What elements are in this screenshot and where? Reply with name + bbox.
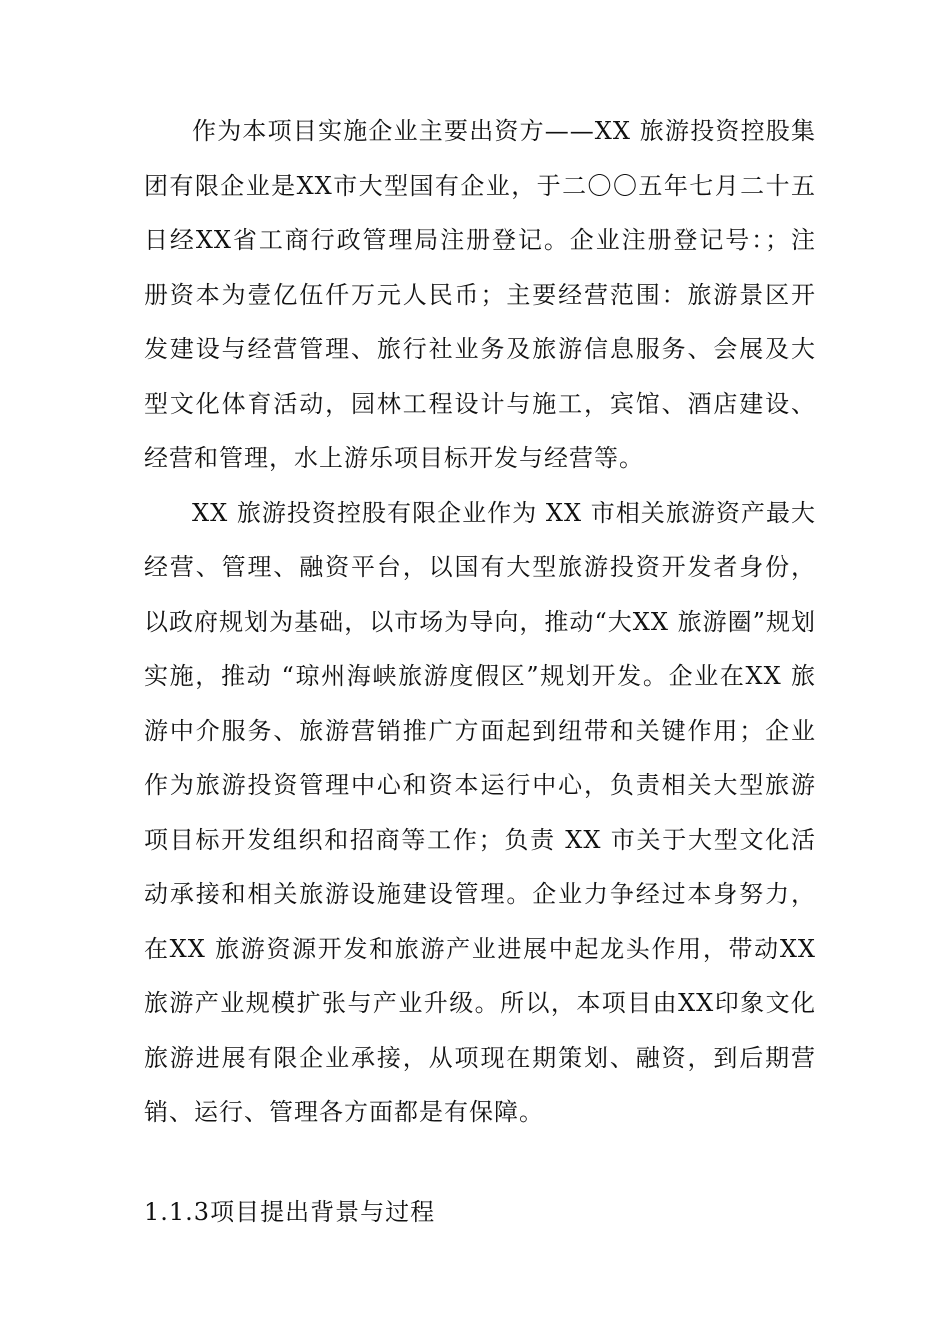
paragraph-company-role: XX 旅游投资控股有限企业作为 XX 市相关旅游资产最大经营、管理、融资平台，以国有大型旅游投资开发者身份，以政府规划为基础，以市场为导向，推动“大XX 旅游圈”规划实施，推动 “琼州海峡旅游度假区”规划开发。企业在XX 旅游中介服务、旅游营销推广方面起到纽带和关键作用；企业作为旅游投资管理中心和资本运行中心，负责相关大型旅游项目标开发组织和招商等工作；负责 XX 市关于大型文化活动承接和相关旅游设施建设管理。企业力争经过本身努力，在XX 旅游资源开发和旅游产业进展中起龙头作用，带动XX旅游产业规模扩张与产业升级。所以，本项目由XX印象文化旅游进展有限企业承接，从项现在期策划、融资，到后期营销、运行、管理各方面都是有保障。: [144, 498, 816, 1126]
section-heading: 1.1.3项目提出背景与过程: [144, 1197, 436, 1226]
paragraph-investor-profile: 作为本项目实施企业主要出资方——XX 旅游投资控股集团有限企业是XX市大型国有企业，于二〇〇五年七月二十五日经XX省工商行政管理局注册登记。企业注册登记号：；注册资本为壹亿伍仟万元人民币；主要经营范围：旅游景区开发建设与经营管理、旅行社业务及旅游信息服务、会展及大型文化体育活动，园林工程设计与施工，宾馆、酒店建设、经营和管理，水上游乐项目标开发与经营等。: [144, 117, 816, 472]
document-body: [144, 104, 816, 1239]
